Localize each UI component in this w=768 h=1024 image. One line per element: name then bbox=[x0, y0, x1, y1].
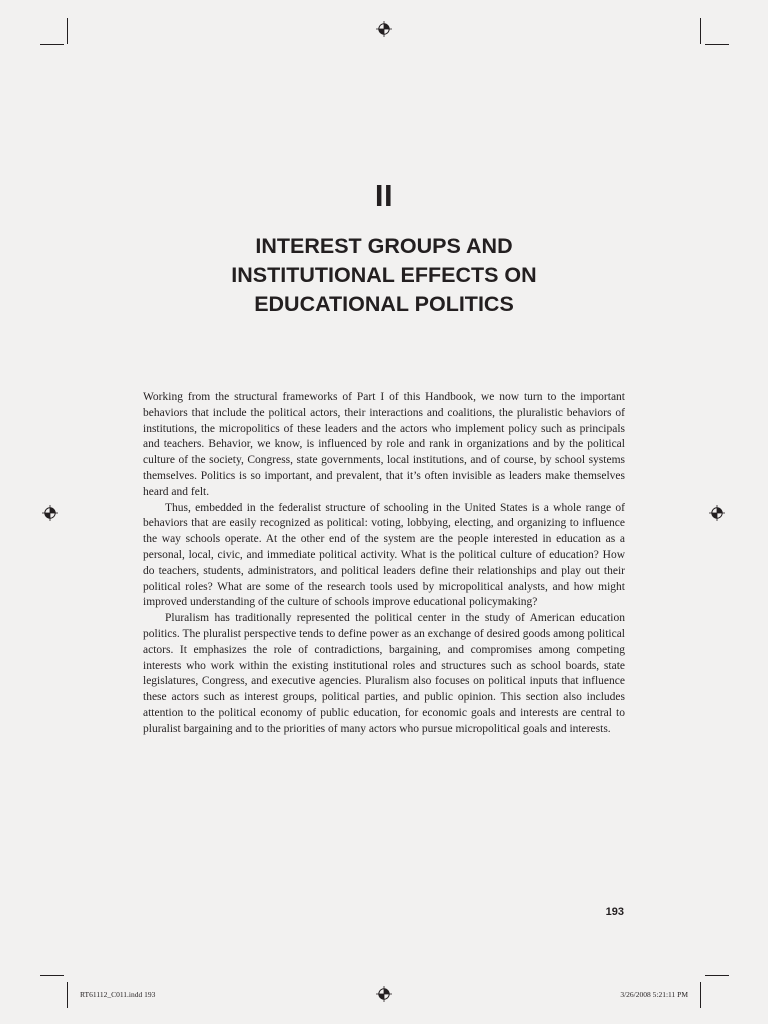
crop-mark bbox=[67, 982, 68, 1008]
crop-mark bbox=[705, 975, 729, 976]
part-title bbox=[0, 232, 768, 319]
crop-mark bbox=[40, 44, 64, 45]
registration-mark-icon bbox=[376, 21, 392, 37]
page-number: 193 bbox=[605, 906, 624, 918]
slug-file-name: RT61112_C011.indd 193 bbox=[80, 990, 156, 999]
crop-mark bbox=[67, 18, 68, 44]
registration-mark-icon bbox=[709, 505, 725, 521]
part-title-line: EDUCATIONAL POLITICS bbox=[254, 292, 514, 316]
intro-paragraph: Pluralism has traditionally represented the political center in the study of American education politics. The pluralist perspective tends to define power as an exchange of desired goods among political actors. It emphasizes the role of contradictions, bargaining, and compromises among competing interests who work within the existing institutional roles and structures such as school boards, state legislatures, Congress, and executive agencies. Pluralism also focuses on political inputs that influence these actors such as interest groups, political parties, and public opinion. This section also includes attention to the political economy of public education, for economic goals and interests are central to pluralist bargaining and to the priorities of many actors who pursue micropolitical goals and interests. bbox=[143, 612, 625, 735]
crop-mark bbox=[700, 18, 701, 44]
crop-mark bbox=[700, 982, 701, 1008]
registration-mark-icon bbox=[42, 505, 58, 521]
intro-paragraph: Working from the structural frameworks of Part I of this Handbook, we now turn to the important behaviors that include the political actors, their interactions and coalitions, the pluralistic behaviors of institutions, the micropolitics of these leaders and the actors who implement policy such as principals and teachers. Behavior, we know, is influenced by role and rank in organizations and by the political culture of the society, Congress, state governments, local institutions, and of course, by school systems themselves. Politics is so important, and prevalent, that it’s often invisible as leaders make themselves heard and felt. bbox=[143, 391, 625, 498]
slug-timestamp: 3/26/2008 5:21:11 PM bbox=[620, 990, 688, 999]
part-introduction bbox=[143, 390, 625, 738]
part-title-line: INTEREST GROUPS AND bbox=[255, 234, 513, 258]
part-title-line: INSTITUTIONAL EFFECTS ON bbox=[231, 263, 537, 287]
intro-paragraph: Thus, embedded in the federalist structure of schooling in the United States is a whole range of behaviors that are easily recognized as political: voting, lobbying, electing, and organizing to influence the way schools operate. At the other end of the system are the people interested in education as a personal, local, civic, and immediate political activity. What is the political culture of education? How do teachers, students, administrators, and political leaders define their relationships and play out their political roles? What are some of the research tools used by micropolitical analysts, and how might improved understanding of the culture of schools improve educational policymaking? bbox=[143, 501, 625, 609]
registration-mark-icon bbox=[376, 986, 392, 1002]
crop-mark bbox=[40, 975, 64, 976]
crop-mark bbox=[705, 44, 729, 45]
part-number: II bbox=[374, 178, 394, 213]
